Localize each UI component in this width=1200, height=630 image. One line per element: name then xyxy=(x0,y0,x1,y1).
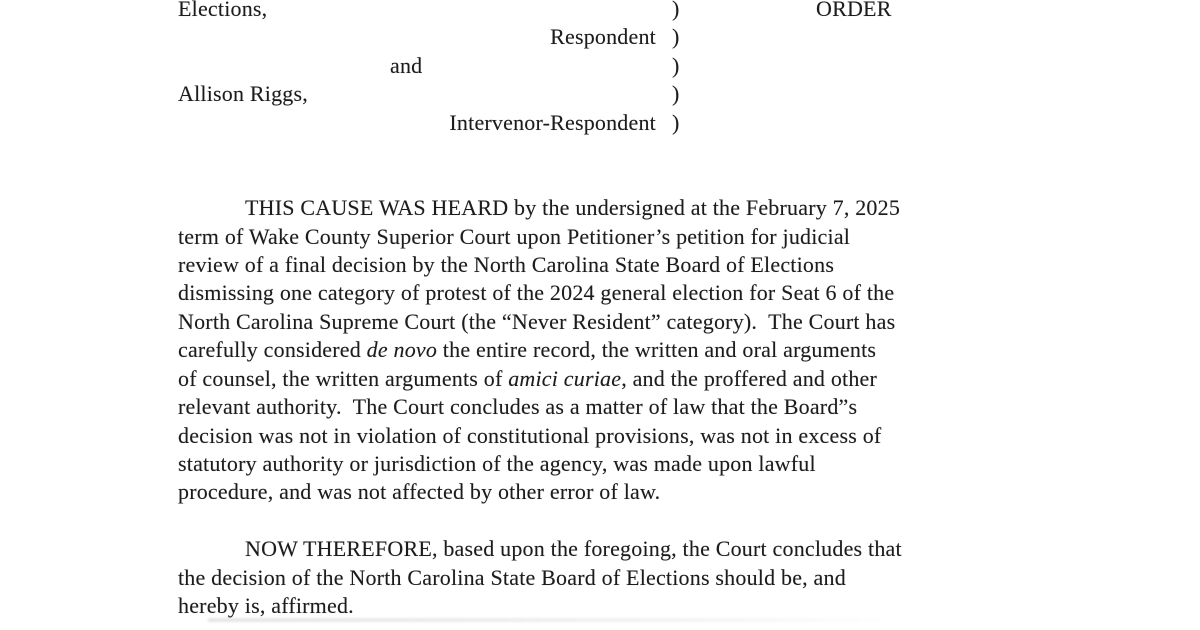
text-segment: review of a final decision by the North Carolina State Board of Elections xyxy=(178,251,835,277)
text-segment: of counsel, the written arguments of xyxy=(178,365,509,391)
text-segment: NOW THEREFORE, based upon the foregoing, the Court concludes that xyxy=(245,536,902,562)
document-line xyxy=(178,279,1068,307)
connector-and: and xyxy=(390,52,423,78)
caption-paren: ) xyxy=(672,109,680,135)
document-line xyxy=(178,365,1068,393)
document-line xyxy=(178,422,1068,450)
caption-paren: ) xyxy=(672,52,680,78)
caption-paren: ) xyxy=(672,24,680,50)
caption-row xyxy=(178,0,892,23)
text-segment: decision was not in violation of constitutional provisions, was not in excess of xyxy=(178,422,882,448)
caption-row xyxy=(178,23,680,51)
role-label: Respondent xyxy=(550,24,656,50)
text-segment: procedure, and was not affected by other error of law. xyxy=(178,479,661,505)
document-line xyxy=(178,564,1068,592)
case-caption xyxy=(178,0,1068,137)
cutoff-text-remnant xyxy=(208,618,898,622)
text-segment: hereby is, affirmed. xyxy=(178,593,354,619)
italic-text-segment: de novo xyxy=(366,337,438,363)
caption-paren: ) xyxy=(672,0,680,21)
party-name: Elections, xyxy=(178,0,268,21)
party-name: Allison Riggs, xyxy=(178,81,308,107)
caption-row xyxy=(178,52,680,80)
document-line xyxy=(178,223,1068,251)
text-segment: the decision of the North Carolina State Board of Elections should be, and xyxy=(178,564,846,590)
caption-row xyxy=(178,80,680,108)
order-body xyxy=(178,194,1068,621)
document-line xyxy=(178,194,1068,222)
document-content xyxy=(178,0,1068,621)
caption-body-gap xyxy=(178,137,1068,194)
text-segment: statutory authority or jurisdiction of the agency, was made upon lawful xyxy=(178,451,816,477)
paragraph xyxy=(178,535,1068,620)
role-label: Intervenor-Respondent xyxy=(449,109,656,135)
text-segment: term of Wake County Superior Court upon Petitioner’s petition for judicial xyxy=(178,223,851,249)
italic-text-segment: amici curiae xyxy=(508,365,622,391)
text-segment: carefully considered xyxy=(178,337,367,363)
caption-paren: ) xyxy=(672,81,680,107)
text-segment: THIS CAUSE WAS HEARD by the undersigned at the February 7, 2025 xyxy=(245,195,901,221)
order-title: ORDER xyxy=(816,0,892,21)
document-line xyxy=(178,308,1068,336)
text-segment: dismissing one category of protest of the 2024 general election for Seat 6 of the xyxy=(178,280,895,306)
document-line xyxy=(178,251,1068,279)
document-line xyxy=(178,592,1068,620)
text-segment: , and the proffered and other xyxy=(621,365,878,391)
paragraph xyxy=(178,194,1068,507)
text-segment: relevant authority. The Court concludes as a matter of law that the Board”s xyxy=(178,394,858,420)
document-line xyxy=(178,535,1068,563)
document-line xyxy=(178,450,1068,478)
document-line xyxy=(178,393,1068,421)
document-line xyxy=(178,336,1068,364)
caption-row xyxy=(178,109,680,137)
document-line xyxy=(178,478,1068,506)
text-segment: the entire record, the written and oral arguments xyxy=(437,337,877,363)
text-segment: North Carolina Supreme Court (the “Never Resident” category). The Court has xyxy=(178,308,896,334)
